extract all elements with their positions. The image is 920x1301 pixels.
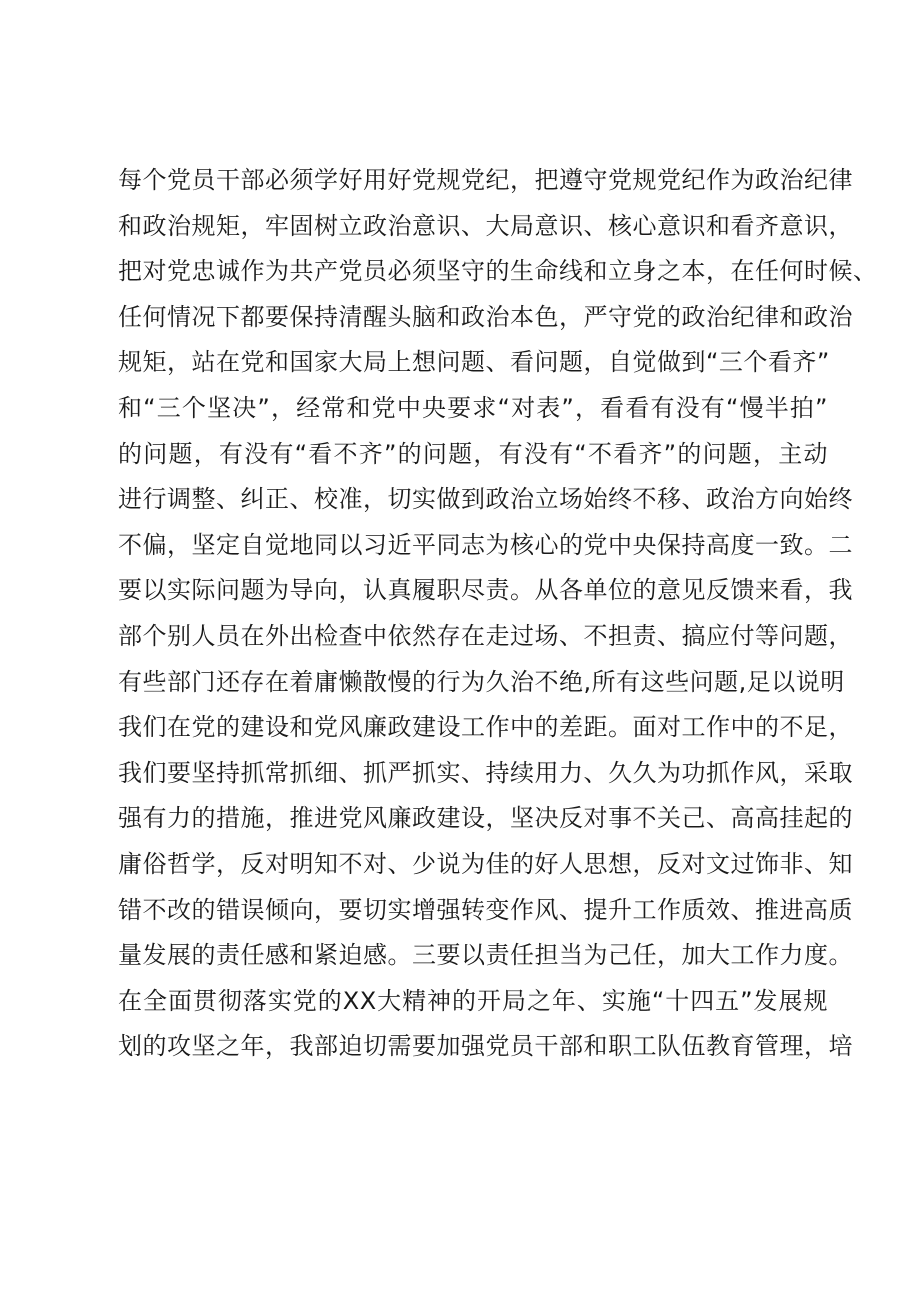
text-line: 任何情况下都要保持清醒头脑和政治本色，严守党的政治纪律和政治 (118, 302, 853, 331)
text-line: 强有力的措施，推进党风廉政建设，坚决反对事不关己、高高挂起的 (118, 804, 853, 833)
text-line: 部个别人员在外出检查中依然存在走过场、不担责、搞应付等问题， (118, 621, 853, 650)
text-line: 我们要坚持抓常抓细、抓严抓实、持续用力、久久为功抓作风，采取 (118, 758, 853, 787)
text-line: 我们在党的建设和党风廉政建设工作中的差距。面对工作中的不足， (118, 713, 853, 742)
text-line: 和“三个坚决”，经常和党中央要求“对表”，看看有没有“慢半拍” (118, 393, 828, 422)
text-line: 和政治规矩，牢固树立政治意识、大局意识、核心意识和看齐意识， (118, 211, 853, 240)
text-line: 每个党员干部必须学好用好党规党纪，把遵守党规党纪作为政治纪律 (118, 166, 853, 194)
text-line: 庸俗哲学，反对明知不对、少说为佳的好人思想，反对文过饰非、知 (118, 849, 853, 878)
body-text (118, 158, 878, 1070)
text-line: 进行调整、纠正、校准，切实做到政治立场始终不移、政治方向始终 (118, 485, 853, 514)
text-line: 的问题，有没有“看不齐”的问题，有没有“不看齐”的问题，主动 (118, 439, 828, 468)
text-line: 不偏，坚定自觉地同以习近平同志为核心的党中央保持高度一致。二 (118, 530, 853, 559)
text-line: 划的攻坚之年，我部迫切需要加强党员干部和职工队伍教育管理，培 (118, 1032, 853, 1061)
text-line: 在全面贯彻落实党的XX大精神的开局之年、实施“十四五”发展规 (118, 986, 828, 1015)
text-line: 把对党忠诚作为共产党员必须坚守的生命线和立身之本，在任何时候、 (118, 257, 878, 286)
text-line: 规矩，站在党和国家大局上想问题、看问题，自觉做到“三个看齐” (118, 348, 830, 377)
text-line: 量发展的责任感和紧迫感。三要以责任担当为己任，加大工作力度。 (118, 941, 853, 970)
text-line: 要以实际问题为导向，认真履职尽责。从各单位的意见反馈来看，我 (118, 576, 853, 605)
text-line: 有些部门还存在着庸懒散慢的行为久治不绝,所有这些问题,足以说明 (118, 667, 845, 696)
text-line: 错不改的错误倾向，要切实增强转变作风、提升工作质效、推进高质 (118, 895, 853, 924)
